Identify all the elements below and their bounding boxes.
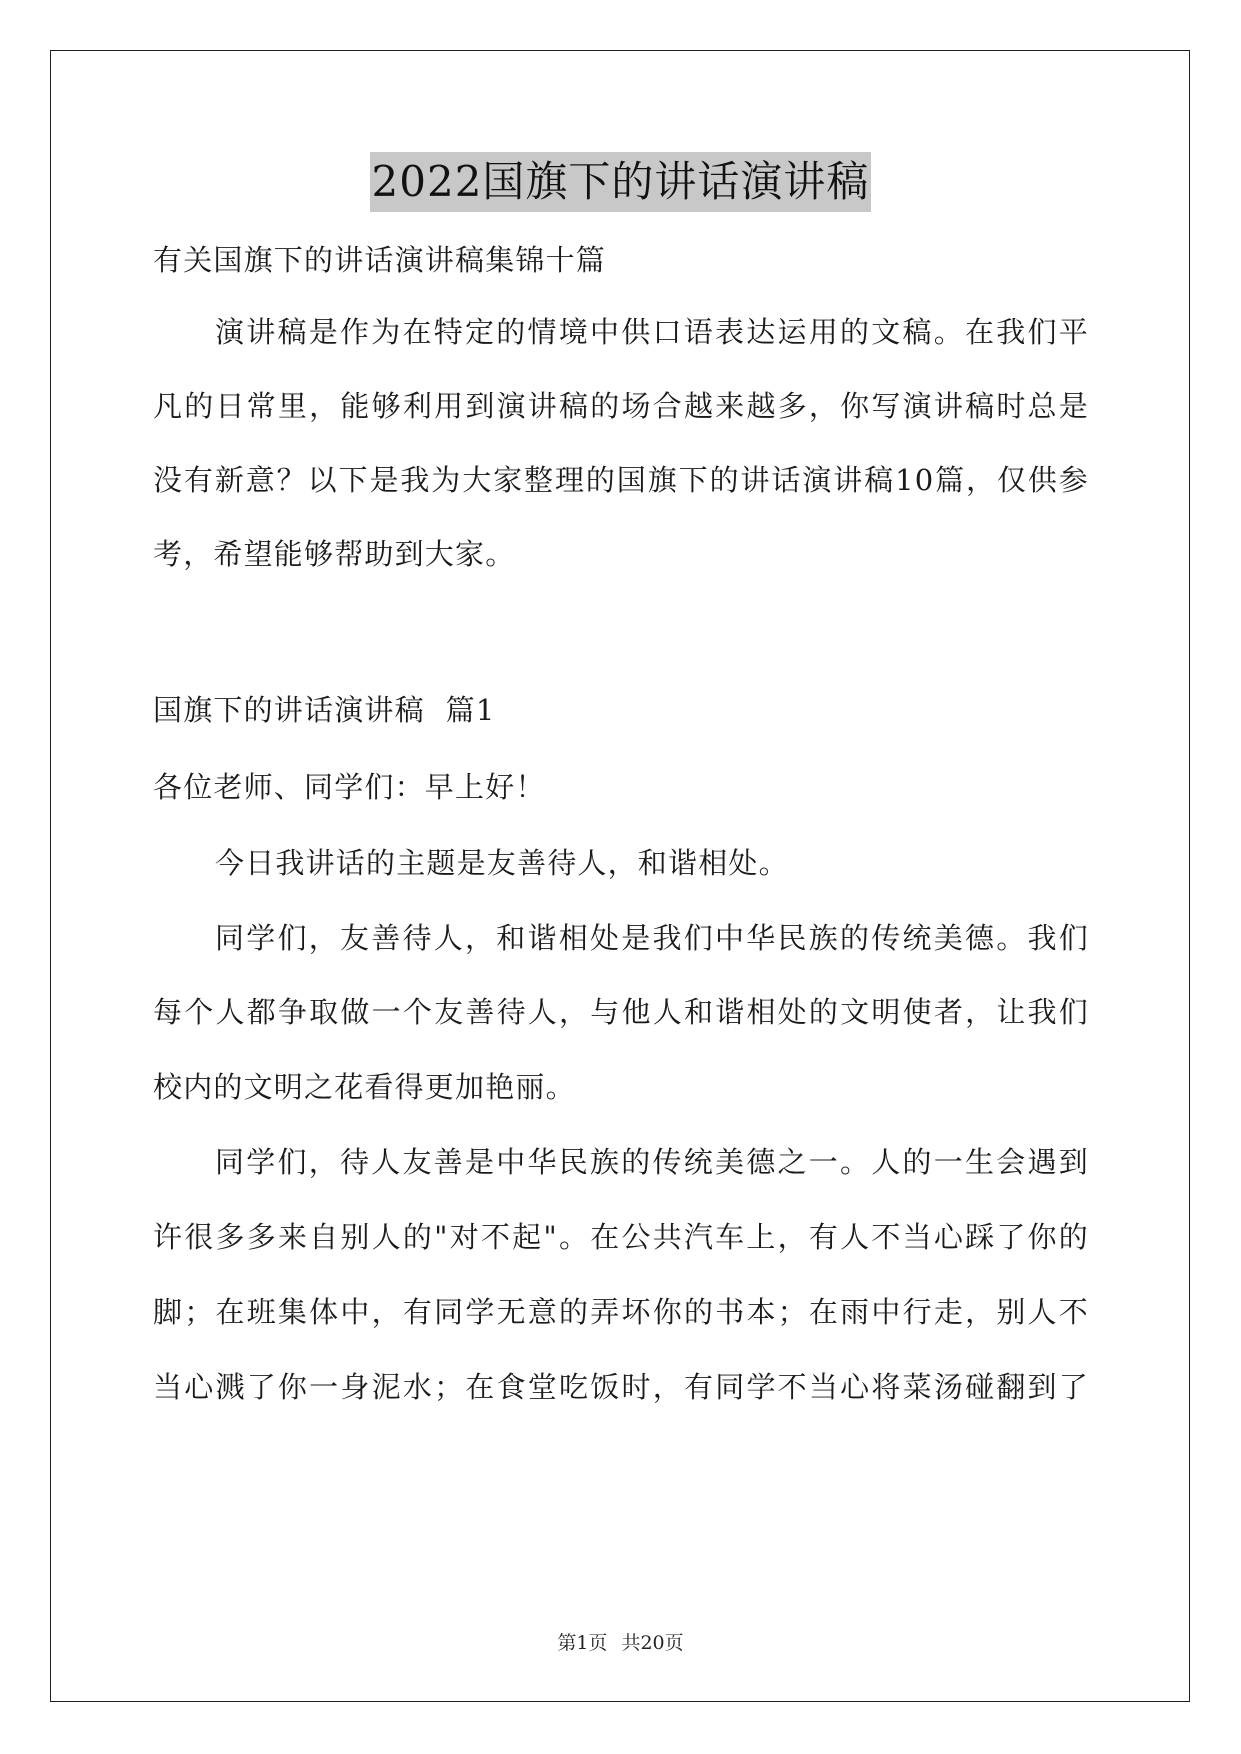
body-paragraph-line: 许很多多来自别人的"对不起"。在公共汽车上，有人不当心踩了你的 — [153, 1220, 1089, 1254]
body-paragraph-line: 当心溅了你一身泥水；在食堂吃饭时，有同学不当心将菜汤碰翻到了 — [153, 1370, 1089, 1404]
page-total: 共20页 — [621, 1632, 684, 1654]
document-title: 2022国旗下的讲话演讲稿 — [370, 152, 872, 212]
intro-paragraph-line: 没有新意？以下是我为大家整理的国旗下的讲话演讲稿10篇，仅供参 — [153, 463, 1089, 497]
body-paragraph-line: 同学们，友善待人，和谐相处是我们中华民族的传统美德。我们 — [215, 921, 1089, 955]
intro-paragraph-line: 凡的日常里，能够利用到演讲稿的场合越来越多，你写演讲稿时总是 — [153, 389, 1089, 423]
section-heading: 国旗下的讲话演讲稿 篇1 — [153, 693, 496, 727]
body-paragraph-line: 同学们，待人友善是中华民族的传统美德之一。人的一生会遇到 — [215, 1145, 1089, 1179]
page-footer — [0, 1628, 1241, 1655]
body-paragraph-line: 校内的文明之花看得更加艳丽。 — [153, 1070, 576, 1104]
intro-paragraph-line: 考，希望能够帮助到大家。 — [153, 537, 516, 571]
page-number: 第1页 — [557, 1632, 608, 1654]
title-container — [0, 152, 1241, 212]
intro-paragraph-line: 演讲稿是作为在特定的情境中供口语表达运用的文稿。在我们平 — [215, 315, 1089, 349]
greeting-line: 各位老师、同学们：早上好！ — [153, 770, 546, 804]
body-paragraph-line: 每个人都争取做一个友善待人，与他人和谐相处的文明使者，让我们 — [153, 995, 1089, 1029]
subtitle-line: 有关国旗下的讲话演讲稿集锦十篇 — [153, 243, 607, 277]
body-paragraph-line: 今日我讲话的主题是友善待人，和谐相处。 — [215, 846, 789, 880]
body-paragraph-line: 脚；在班集体中，有同学无意的弄坏你的书本；在雨中行走，别人不 — [153, 1295, 1089, 1329]
